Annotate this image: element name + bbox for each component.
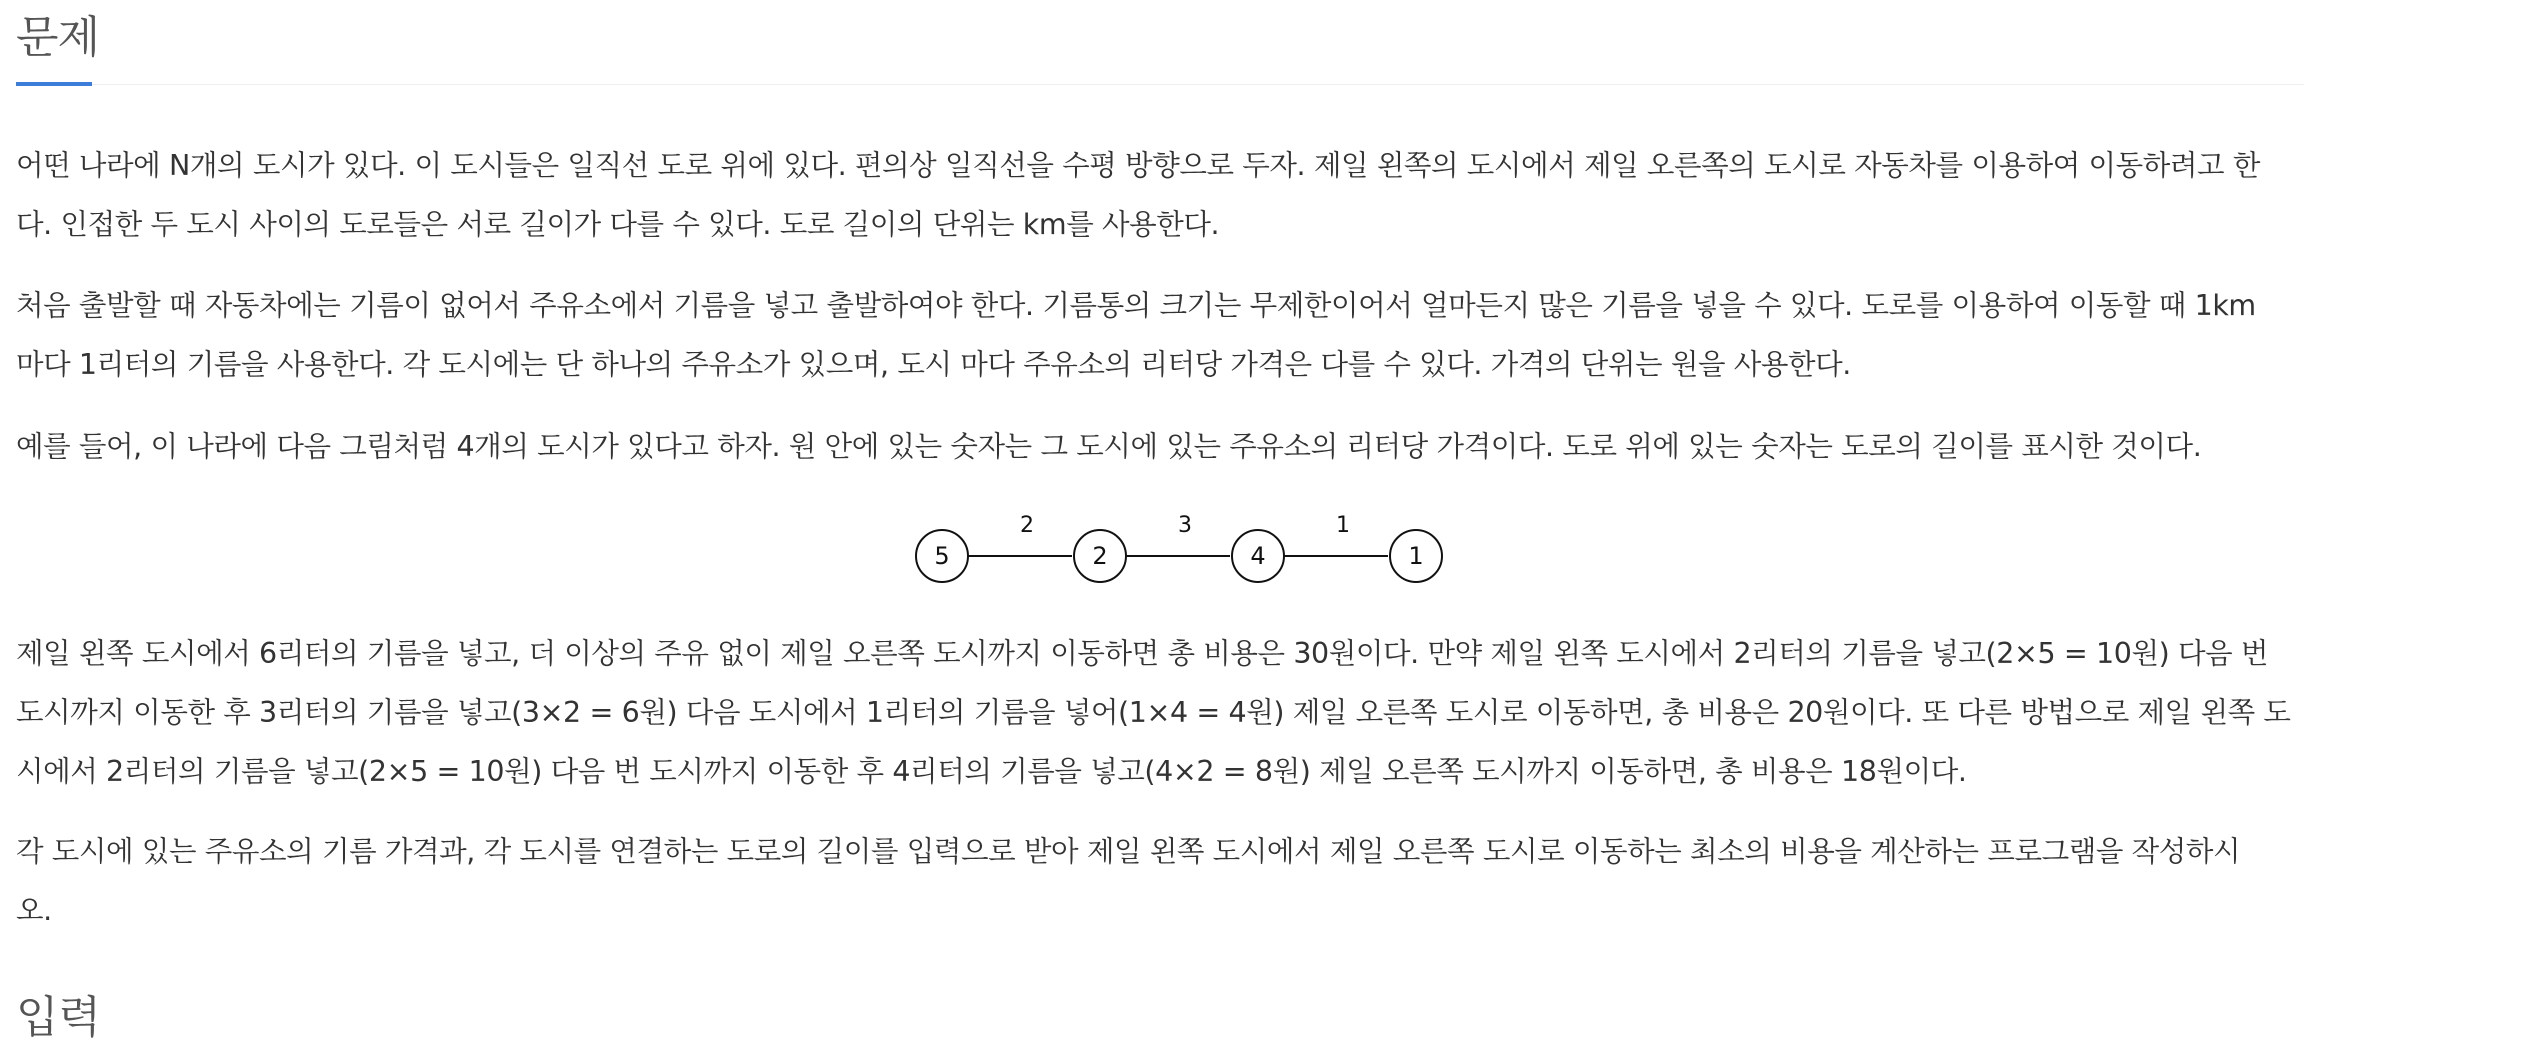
paragraph-line: 각 도시에 있는 주유소의 기름 가격과, 각 도시를 연결하는 도로의 길이를 입력으로 받아 제일 왼쪽 도시에서 제일 오른쪽 도시로 이동하는 최소의 비용을 계산하는 프로그램을 작성하시 [16,835,2241,868]
problem-paragraph-1 [16,136,2304,254]
section-title: 문제 [16,12,100,63]
paragraph-line: 처음 출발할 때 자동차에는 기름이 없어서 주유소에서 기름을 넣고 출발하여야 한다. 기름통의 크기는 무제한이어서 얼마든지 많은 기름을 넣을 수 있다. 도로를 이용하여 이동할 때 1km [16,289,2256,322]
problem-paragraph-4 [16,624,2304,801]
paragraph-line: 마다 1리터의 기름을 사용한다. 각 도시에는 단 하나의 주유소가 있으며, 도시 마다 주유소의 리터당 가격은 다를 수 있다. 가격의 단위는 원을 사용한다. [16,348,1851,381]
section-header [16,0,2304,85]
paragraph-line: 제일 왼쪽 도시에서 6리터의 기름을 넣고, 더 이상의 주유 없이 제일 오른쪽 도시까지 이동하면 총 비용은 30원이다. 만약 제일 왼쪽 도시에서 2리터의 기름을 넣고(2×5 = 10원) 다음 번 [16,637,2269,670]
road-length-label: 1 [1336,513,1350,538]
paragraph-line: 다. 인접한 두 도시 사이의 도로들은 서로 길이가 다를 수 있다. 도로 길이의 단위는 km를 사용한다. [16,208,1220,241]
city-price-label: 4 [1250,542,1266,570]
paragraph-line: 예를 들어, 이 나라에 다음 그림처럼 4개의 도시가 있다고 하자. 원 안에 있는 숫자는 그 도시에 있는 주유소의 리터당 가격이다. 도로 위에 있는 숫자는 도로의 길이를 표시한 것이다. [16,430,2202,463]
problem-paragraph-3 [16,417,2304,476]
road-length-label: 3 [1178,513,1192,538]
problem-paragraph-2 [16,276,2304,394]
paragraph-line: 시에서 2리터의 기름을 넣고(2×5 = 10원) 다음 번 도시까지 이동한 후 4리터의 기름을 넣고(4×2 = 8원) 제일 오른쪽 도시까지 이동하면, 총 비용은 18원이다. [16,755,1967,788]
title-underline [16,82,92,86]
paragraph-line: 어떤 나라에 N개의 도시가 있다. 이 도시들은 일직선 도로 위에 있다. 편의상 일직선을 수평 방향으로 두자. 제일 왼쪽의 도시에서 제일 오른쪽의 도시로 자동차를 이용하여 이동하려고 한 [16,149,2260,182]
city-road-diagram [896,506,1456,586]
problem-section [16,0,2304,927]
paragraph-line: 도시까지 이동한 후 3리터의 기름을 넣고(3×2 = 6원) 다음 도시에서 1리터의 기름을 넣어(1×4 = 4원) 제일 오른쪽 도시로 이동하면, 총 비용은 20원이다. 또 다른 방법으로 제일 왼쪽 도 [16,696,2291,729]
input-section-title: 입력 [16,992,102,1043]
city-price-label: 1 [1408,542,1424,570]
city-price-label: 5 [934,542,950,570]
city-price-label: 2 [1092,542,1108,570]
paragraph-line: 오. [16,894,52,927]
road-length-label: 2 [1020,513,1034,538]
city-road-diagram-svg [896,506,1456,586]
problem-paragraph-5 [16,822,2304,940]
